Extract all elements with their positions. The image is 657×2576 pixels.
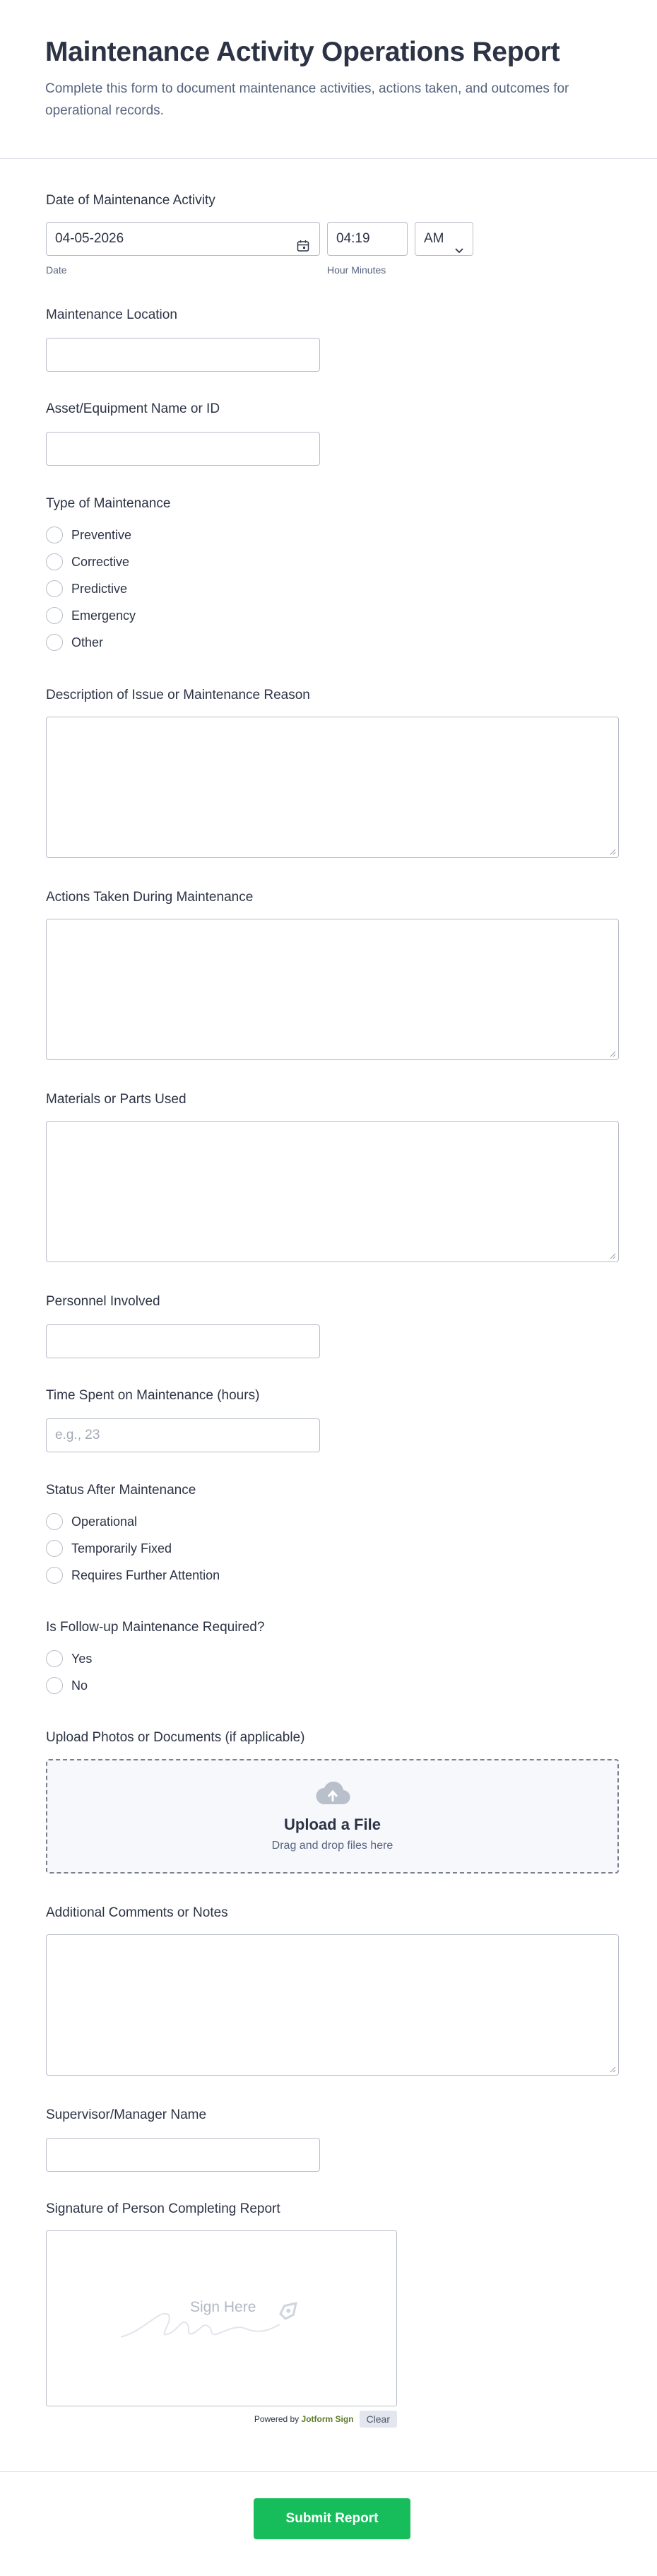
calendar-icon[interactable]	[297, 233, 309, 245]
maintenance-type-label: Type of Maintenance	[46, 496, 171, 511]
radio-option-temporarily-fixed[interactable]: Temporarily Fixed	[46, 1535, 617, 1562]
actions-label: Actions Taken During Maintenance	[46, 890, 254, 905]
supervisor-input[interactable]	[46, 2138, 320, 2172]
comments-field	[46, 1905, 617, 2076]
maintenance-type-field	[46, 496, 617, 656]
location-label: Maintenance Location	[46, 307, 177, 322]
date-input[interactable]: 04-05-2026	[46, 222, 320, 256]
submit-button[interactable]: Submit Report	[254, 2498, 410, 2539]
maintenance-type-options	[46, 522, 617, 656]
signature-placeholder: Sign Here	[190, 2299, 256, 2315]
date-label: Date of Maintenance Activity	[46, 193, 215, 208]
chevron-down-icon	[454, 235, 464, 267]
date-sublabel: Date	[46, 264, 67, 276]
resize-grip-icon[interactable]	[609, 2066, 616, 2073]
radio-circle[interactable]	[46, 1513, 63, 1530]
date-field	[46, 193, 617, 276]
cloud-upload-icon	[314, 1781, 351, 1810]
form-footer	[0, 2471, 657, 2576]
radio-option-requires-attention[interactable]: Requires Further Attention	[46, 1562, 617, 1589]
resize-grip-icon[interactable]	[609, 1252, 616, 1259]
followup-field	[46, 1620, 617, 1699]
radio-option-predictive[interactable]: Predictive	[46, 575, 617, 602]
location-field	[46, 307, 617, 372]
time-spent-input[interactable]: e.g., 23	[46, 1418, 320, 1452]
radio-option-emergency[interactable]: Emergency	[46, 602, 617, 629]
resize-grip-icon[interactable]	[609, 848, 616, 855]
upload-field	[46, 1730, 617, 1874]
radio-circle[interactable]	[46, 634, 63, 651]
followup-options	[46, 1645, 617, 1699]
resize-grip-icon[interactable]	[609, 1050, 616, 1057]
radio-option-corrective[interactable]: Corrective	[46, 548, 617, 575]
radio-circle[interactable]	[46, 1677, 63, 1694]
radio-circle[interactable]	[46, 527, 63, 543]
materials-textarea[interactable]	[46, 1121, 619, 1262]
time-spent-field	[46, 1388, 617, 1452]
followup-label: Is Follow-up Maintenance Required?	[46, 1620, 265, 1635]
status-label: Status After Maintenance	[46, 1483, 196, 1498]
radio-circle[interactable]	[46, 607, 63, 624]
comments-textarea[interactable]	[46, 1934, 619, 2076]
clear-signature-button[interactable]: Clear	[360, 2411, 397, 2428]
upload-title: Upload a File	[284, 1815, 381, 1833]
time-spent-label: Time Spent on Maintenance (hours)	[46, 1388, 260, 1403]
personnel-field	[46, 1294, 617, 1358]
status-field	[46, 1483, 617, 1589]
supervisor-label: Supervisor/Manager Name	[46, 2107, 207, 2122]
asset-field	[46, 401, 617, 466]
description-label: Description of Issue or Maintenance Reason	[46, 688, 310, 702]
radio-option-operational[interactable]: Operational	[46, 1508, 617, 1535]
comments-label: Additional Comments or Notes	[46, 1905, 228, 1920]
radio-option-other[interactable]: Other	[46, 629, 617, 656]
form-header	[0, 0, 657, 159]
asset-input[interactable]	[46, 432, 320, 466]
radio-circle[interactable]	[46, 1540, 63, 1557]
file-upload-dropzone[interactable]	[46, 1759, 619, 1874]
radio-option-no[interactable]: No	[46, 1672, 617, 1699]
upload-label: Upload Photos or Documents (if applicable)	[46, 1730, 305, 1745]
actions-textarea[interactable]	[46, 919, 619, 1060]
radio-circle[interactable]	[46, 1567, 63, 1584]
time-input[interactable]: 04:19	[327, 222, 408, 256]
powered-by-text: Powered by Jotform Sign	[254, 2414, 354, 2424]
upload-subtitle: Drag and drop files here	[271, 1839, 393, 1852]
radio-circle[interactable]	[46, 553, 63, 570]
materials-label: Materials or Parts Used	[46, 1092, 187, 1107]
description-textarea[interactable]	[46, 717, 619, 858]
signature-label: Signature of Person Completing Report	[46, 2201, 280, 2216]
radio-option-preventive[interactable]: Preventive	[46, 522, 617, 548]
signature-placeholder-graphic	[47, 2231, 398, 2407]
radio-circle[interactable]	[46, 1650, 63, 1667]
location-input[interactable]	[46, 338, 320, 372]
personnel-label: Personnel Involved	[46, 1294, 160, 1309]
actions-field	[46, 890, 617, 1060]
signature-pad[interactable]	[46, 2230, 397, 2406]
jotform-sign-link[interactable]: Jotform Sign	[301, 2414, 354, 2424]
pen-nib-icon	[278, 2299, 300, 2321]
radio-circle[interactable]	[46, 580, 63, 597]
description-field	[46, 688, 617, 858]
form-body	[0, 193, 657, 2428]
radio-option-yes[interactable]: Yes	[46, 1645, 617, 1672]
asset-label: Asset/Equipment Name or ID	[46, 401, 220, 416]
status-options	[46, 1508, 617, 1589]
supervisor-field	[46, 2107, 617, 2172]
materials-field	[46, 1092, 617, 1262]
personnel-input[interactable]	[46, 1324, 320, 1358]
form-title: Maintenance Activity Operations Report	[45, 37, 560, 67]
signature-field	[46, 2201, 617, 2428]
time-sublabel: Hour Minutes	[327, 264, 386, 276]
form-subtitle: Complete this form to document maintenance activities, actions taken, and outcomes for operational records.	[45, 81, 569, 118]
ampm-select[interactable]: AM	[415, 222, 473, 256]
